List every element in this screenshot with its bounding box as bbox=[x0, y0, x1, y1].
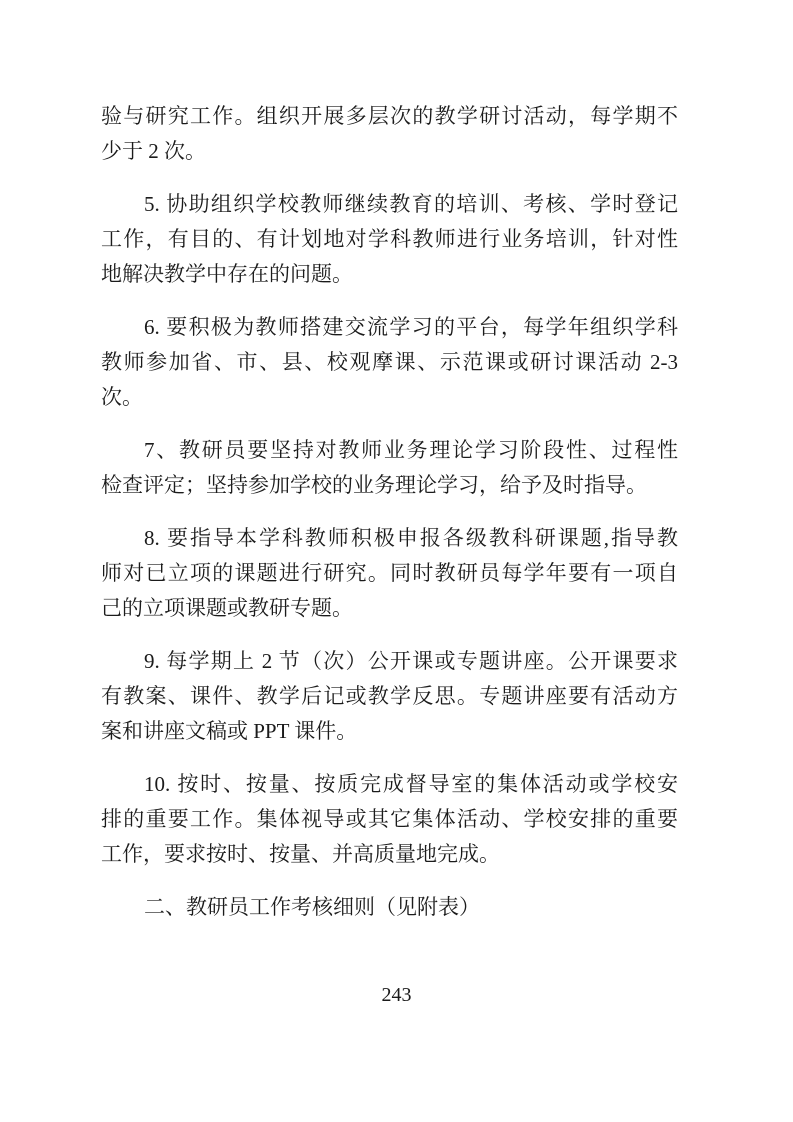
text-line: 验与研究工作。组织开展多层次的教学研讨活动，每学期不 bbox=[101, 104, 678, 128]
paragraph-item-10 bbox=[101, 767, 678, 872]
paragraph-item-9 bbox=[101, 644, 678, 749]
text-line: 师对已立项的课题进行研究。同时教研员每学年要有一项自 bbox=[101, 561, 678, 585]
text-line: 9. 每学期上 2 节（次）公开课或专题讲座。公开课要求 bbox=[144, 649, 678, 673]
text-line: 7、教研员要坚持对教师业务理论学习阶段性、过程性 bbox=[144, 438, 678, 462]
text-line: 案和讲座文稿或 PPT 课件。 bbox=[101, 719, 358, 743]
text-line: 少于 2 次。 bbox=[101, 139, 206, 163]
text-line: 二、教研员工作考核细则（见附表） bbox=[144, 895, 480, 919]
text-line: 5. 协助组织学校教师继续教育的培训、考核、学时登记 bbox=[144, 192, 678, 216]
text-line: 8. 要指导本学科教师积极申报各级教科研课题,指导教 bbox=[144, 526, 678, 550]
paragraph-item-6 bbox=[101, 310, 678, 415]
text-line: 有教案、课件、教学后记或教学反思。专题讲座要有活动方 bbox=[101, 684, 678, 708]
text-line: 工作，要求按时、按量、并高质量地完成。 bbox=[101, 842, 500, 866]
text-line: 教师参加省、市、县、校观摩课、示范课或研讨课活动 2-3 bbox=[101, 350, 678, 374]
paragraph-section-heading bbox=[101, 890, 678, 925]
text-line: 6. 要积极为教师搭建交流学习的平台，每学年组织学科 bbox=[144, 315, 678, 339]
paragraph-item-8 bbox=[101, 521, 678, 626]
paragraph-item-5 bbox=[101, 187, 678, 292]
text-line: 排的重要工作。集体视导或其它集体活动、学校安排的重要 bbox=[101, 807, 678, 831]
text-line: 工作，有目的、有计划地对学科教师进行业务培训，针对性 bbox=[101, 227, 678, 251]
paragraph-continuation bbox=[101, 99, 678, 169]
text-line: 次。 bbox=[101, 385, 143, 409]
text-line: 检查评定；坚持参加学校的业务理论学习，给予及时指导。 bbox=[101, 473, 647, 497]
page-number: 243 bbox=[381, 984, 412, 1006]
text-line: 己的立项课题或教研专题。 bbox=[101, 596, 353, 620]
text-line: 地解决教学中存在的问题。 bbox=[101, 262, 353, 286]
text-line: 10. 按时、按量、按质完成督导室的集体活动或学校安 bbox=[144, 772, 678, 796]
document-body bbox=[101, 99, 678, 925]
paragraph-item-7 bbox=[101, 433, 678, 503]
